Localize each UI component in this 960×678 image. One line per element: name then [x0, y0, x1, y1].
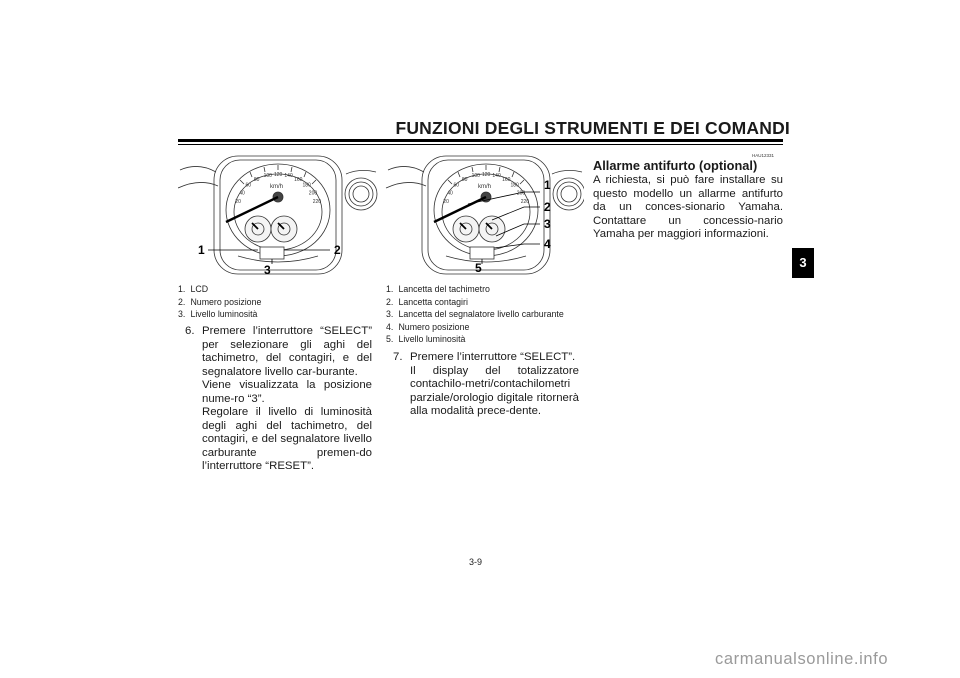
step-6 [185, 325, 372, 474]
callout-3: 3 [264, 263, 271, 277]
chapter-tab: 3 [792, 248, 814, 278]
caption-item: 3. Lancetta del segnalatore livello carburante [386, 309, 564, 320]
step-paragraph: Viene visualizzata la posizione nume-ro “3”. [202, 379, 372, 405]
dial-scale-number: 100 [263, 173, 272, 180]
step-number: 7. [393, 351, 403, 363]
section-body: A richiesta, si può fare installare su questo modello un allarme antifurto da un conces-sionario Yamaha. Contattare un concessio-nario Yamaha per maggiori informazioni. [593, 174, 783, 240]
dial-scale-number: 120 [482, 172, 491, 178]
speed-unit-label: km/h [270, 184, 284, 190]
dial-scale-number: 20 [443, 199, 449, 205]
callout-3: 3 [544, 217, 551, 231]
callout-1: 1 [544, 178, 551, 192]
speed-unit-label: km/h [478, 184, 492, 190]
step-paragraph: Premere l’interruttore “SELECT” per selezionare gli aghi del tachimetro, del contagiri, e del segnalatore livello car-burante. [202, 325, 372, 378]
callout-5: 5 [475, 261, 482, 275]
caption-item: 3. Livello luminosità [178, 309, 258, 320]
dial-scale-number: 220 [520, 199, 530, 205]
step-paragraph: Il display del totalizzatore contachilo-metri/contachilometri parziale/orologio digitale ritornerà alla modalità prece-dente. [410, 364, 579, 417]
dial-scale-number: 200 [308, 190, 318, 197]
step-paragraph: Premere l’interruttore “SELECT”. [410, 351, 576, 363]
caption-item: 1. Lancetta del tachimetro [386, 284, 490, 294]
caption-item: 5. Livello luminosità [386, 334, 466, 345]
dial-scale-number: 20 [235, 199, 241, 205]
page-title: FUNZIONI DEGLI STRUMENTI E DEI COMANDI [395, 118, 790, 138]
section-code: HAU12331 [752, 153, 775, 158]
dial-scale-number: 180 [302, 182, 311, 189]
middle-figure-captions [386, 283, 586, 346]
caption-item: 2. Lancetta contagiri [386, 296, 468, 307]
watermark: carmanualsonline.info [715, 650, 889, 668]
left-figure-captions [178, 283, 378, 321]
callout-line-1 [468, 192, 540, 204]
dial-scale-number: 160 [294, 176, 303, 183]
caption-item: 1. LCD [178, 284, 209, 294]
section-heading: Allarme antifurto (optional) [593, 158, 758, 173]
dial-scale-number: 120 [274, 172, 283, 178]
dial-scale-number: 80 [253, 176, 260, 183]
dial-scale-number: 40 [447, 190, 453, 197]
step-number: 6. [185, 325, 195, 337]
dial-scale-number: 60 [453, 182, 460, 189]
callout-1: 1 [198, 243, 205, 257]
instrument-cluster-illustration-left [178, 152, 378, 280]
dial-scale-number: 140 [284, 173, 293, 180]
dial-scale-number: 200 [516, 190, 526, 197]
caption-item: 2. Numero posizione [178, 296, 262, 307]
step-paragraph: Regolare il livello di luminosità degli aghi del tachimetro, del contagiri, e del segnalatore livello carburante premen-do l’interruttore “RESET”. [202, 406, 372, 472]
header-rule-thick [178, 139, 783, 142]
dial-scale-number: 60 [245, 182, 252, 189]
step-7 [393, 351, 579, 419]
page-number: 3-9 [469, 557, 483, 567]
dial-scale-number: 100 [471, 173, 480, 180]
callout-4: 4 [544, 237, 551, 251]
dial-scale-number: 160 [502, 176, 511, 183]
callout-2: 2 [334, 243, 341, 257]
instrument-cluster-illustration-middle [384, 152, 584, 280]
dial-scale-number: 40 [239, 190, 245, 197]
header-rule-thin [178, 144, 783, 145]
dial-scale-number: 80 [461, 176, 468, 183]
dial-scale-number: 180 [510, 182, 519, 189]
caption-item: 4. Numero posizione [386, 321, 470, 332]
callout-2: 2 [544, 200, 551, 214]
dial-scale-number: 140 [492, 173, 501, 180]
dial-scale-number: 220 [312, 199, 322, 205]
